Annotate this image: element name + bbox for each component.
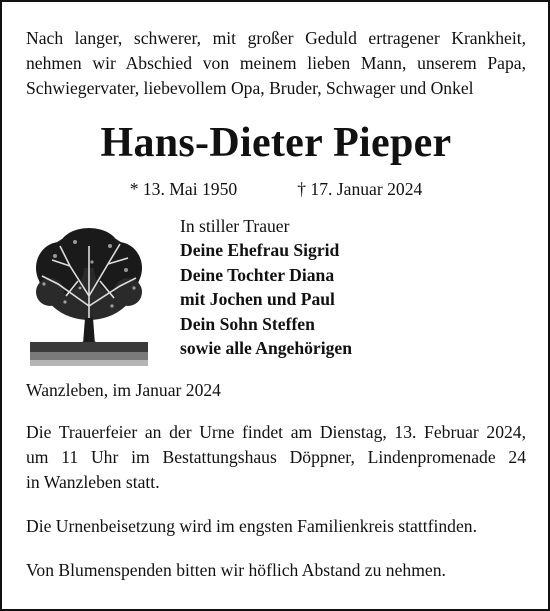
mourner-line: sowie alle Angehörigen xyxy=(180,338,353,359)
birth-date: * 13. Mai 1950 xyxy=(129,179,238,199)
urn-burial-info: Die Urnenbeisetzung wird im engsten Familienkreis stattfinden. xyxy=(26,516,477,536)
mourning-intro: In stiller Trauer xyxy=(180,216,290,236)
life-dates xyxy=(26,179,526,200)
deceased-name: Hans-Dieter Pieper xyxy=(100,120,452,166)
death-date: † 17. Januar 2024 xyxy=(297,179,423,199)
funeral-line: in Wanzleben statt. xyxy=(26,472,160,492)
funeral-line: Die Trauerfeier an der Urne findet am Dienstag, 13. Februar 2024, xyxy=(26,422,526,442)
mourner-line: Deine Tochter Diana xyxy=(180,264,335,285)
funeral-info xyxy=(26,420,526,495)
place-date: Wanzleben, im Januar 2024 xyxy=(26,380,221,400)
tree-icon xyxy=(30,226,148,366)
intro-text xyxy=(26,26,526,101)
intro-line: nehmen wir Abschied von meinem lieben Mann, unserem Papa, xyxy=(26,53,526,73)
intro-line: Nach langer, schwerer, mit großer Geduld ertragener Krankheit, xyxy=(26,28,526,48)
mourner-line: Dein Sohn Steffen xyxy=(180,313,315,334)
intro-line: Schwiegervater, liebevollem Opa, Bruder, Schwager und Onkel xyxy=(26,78,474,98)
mourner-line: Deine Ehefrau Sigrid xyxy=(180,240,340,261)
mourners-list xyxy=(180,214,352,360)
mourner-line: mit Jochen und Paul xyxy=(180,289,335,310)
mourning-section xyxy=(26,214,526,366)
flower-request: Von Blumenspenden bitten wir höflich Abstand zu nehmen. xyxy=(26,560,446,580)
funeral-line: um 11 Uhr im Bestattungshaus Döppner, Lindenpromenade 24 xyxy=(26,447,526,467)
